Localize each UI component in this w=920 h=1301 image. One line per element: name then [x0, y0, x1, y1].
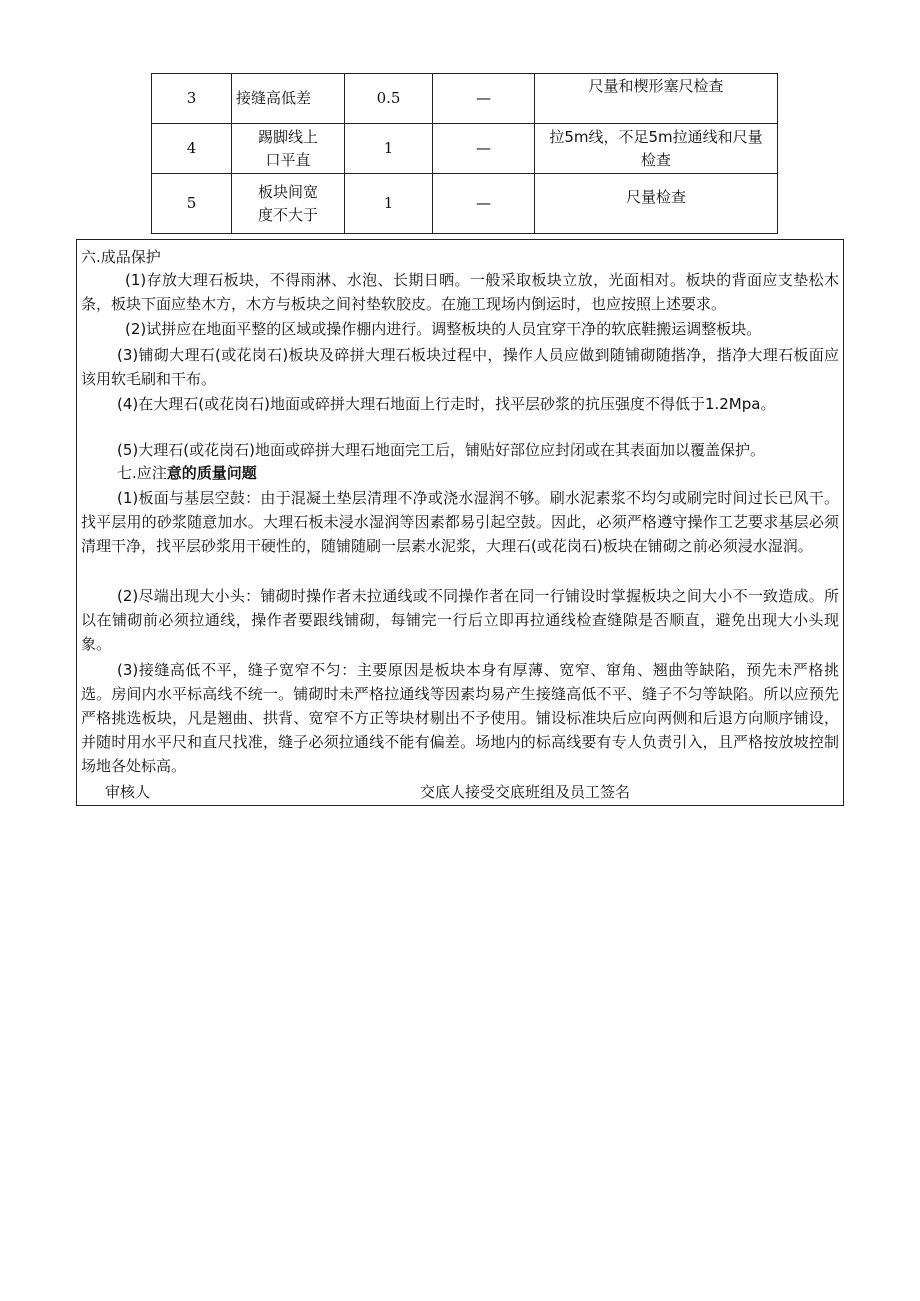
row-item-text: 板块间宽度不大于 [257, 182, 318, 224]
section-6-item-2: (2)试拼应在地面平整的区域或操作棚内进行。调整板块的人员宜穿干净的软底鞋搬运调整板块。 [125, 320, 762, 338]
row-method [535, 124, 778, 174]
content-box [76, 239, 844, 806]
table-row [152, 124, 778, 174]
row-item: 接缝高低差 [232, 74, 345, 124]
section-6-item-3: (3)铺砌大理石(或花岗石)板块及碎拼大理石板块过程中，操作人员应做到随铺砌随揩净，揩净大理石板面应该用软毛刷和干布。 [81, 346, 839, 388]
row-dash: — [433, 174, 535, 234]
section-7-heading [117, 462, 257, 484]
section-7-item-3: (3)接缝高低不平，缝子宽窄不匀：主要原因是板块本身有厚薄、宽窄、窜角、翘曲等缺陷，预先未严格挑选。房间内水平标高线不统一。铺砌时未严格拉通线等因素均易产生接缝高低不平、缝子不匀等缺陷。所以应预先严格挑选板块，凡是翘曲、拱背、宽窄不方正等块材剔出不予使用。铺设标准块后应向两侧和后退方向顺序铺设，并随时用水平尺和直尺找准，缝子必须拉通线不能有偏差。场地内的标高线要有专人负责引入，且严格按放坡控制场地各处标高。 [81, 661, 839, 775]
section-6-item-4: (4)在大理石(或花岗石)地面或碎拼大理石地面上行走时，找平层砂浆的抗压强度不得低于1.2Mpa。 [117, 395, 776, 413]
section-7-item-2: (2)尽端出现大小头：铺砌时操作者未拉通线或不同操作者在同一行铺设时掌握板块之间大小不一致造成。所以在铺砌前必须拉通线，操作者要跟线铺砌，每铺完一行后立即再拉通线检查缝隙是否顺直，避免出现大小头现象。 [81, 587, 839, 653]
row-item [232, 174, 345, 234]
row-value: 1 [345, 174, 433, 234]
section-7-heading-bold: 意的质量问题 [166, 464, 257, 482]
section-7-item-1: (1)板面与基层空鼓：由于混凝土垫层清理不净或浇水湿润不够。刷水泥素浆不均匀或刷完时间过长已风干。找平层用的砂浆随意加水。大理石板未浸水湿润等因素都易引起空鼓。因此，必须严格遵守操作工艺要求基层必须清理干净，找平层砂浆用干硬性的，随铺随刷一层素水泥浆，大理石(或花岗石)板块在铺砌之前必须浸水湿润。 [81, 489, 839, 555]
quality-tolerance-table [151, 73, 778, 234]
row-item-text: 踢脚线上口平直 [257, 127, 318, 169]
row-method-text: 拉5m线，不足5m拉通线和尺量检查 [549, 127, 763, 169]
row-value: 1 [345, 124, 433, 174]
row-number: 5 [152, 174, 232, 234]
row-method: 尺量检查 [535, 174, 778, 234]
row-dash: — [433, 124, 535, 174]
row-value: 0.5 [345, 74, 433, 124]
row-dash: — [433, 74, 535, 124]
receiver-signature-label: 交底人接受交底班组及员工签名 [420, 783, 631, 801]
table-row [152, 74, 778, 124]
section-7-heading-plain: 七.应注 [117, 464, 167, 482]
section-6-heading: 六.成品保护 [81, 248, 161, 266]
row-number: 3 [152, 74, 232, 124]
section-6-item-5: (5)大理石(或花岗石)地面或碎拼大理石地面完工后，铺贴好部位应封闭或在其表面加以覆盖保护。 [117, 441, 765, 459]
table-row [152, 174, 778, 234]
section-6-item-1: (1)存放大理石板块，不得雨淋、水泡、长期日晒。一般采取板块立放，光面相对。板块的背面应支垫松木条，板块下面应垫木方，木方与板块之间衬垫软胶皮。在施工现场内倒运时，也应按照上述要求。 [81, 271, 839, 313]
row-item [232, 124, 345, 174]
row-method: 尺量和楔形塞尺检查 [535, 74, 778, 124]
reviewer-label: 审核人 [105, 783, 151, 801]
row-number: 4 [152, 124, 232, 174]
